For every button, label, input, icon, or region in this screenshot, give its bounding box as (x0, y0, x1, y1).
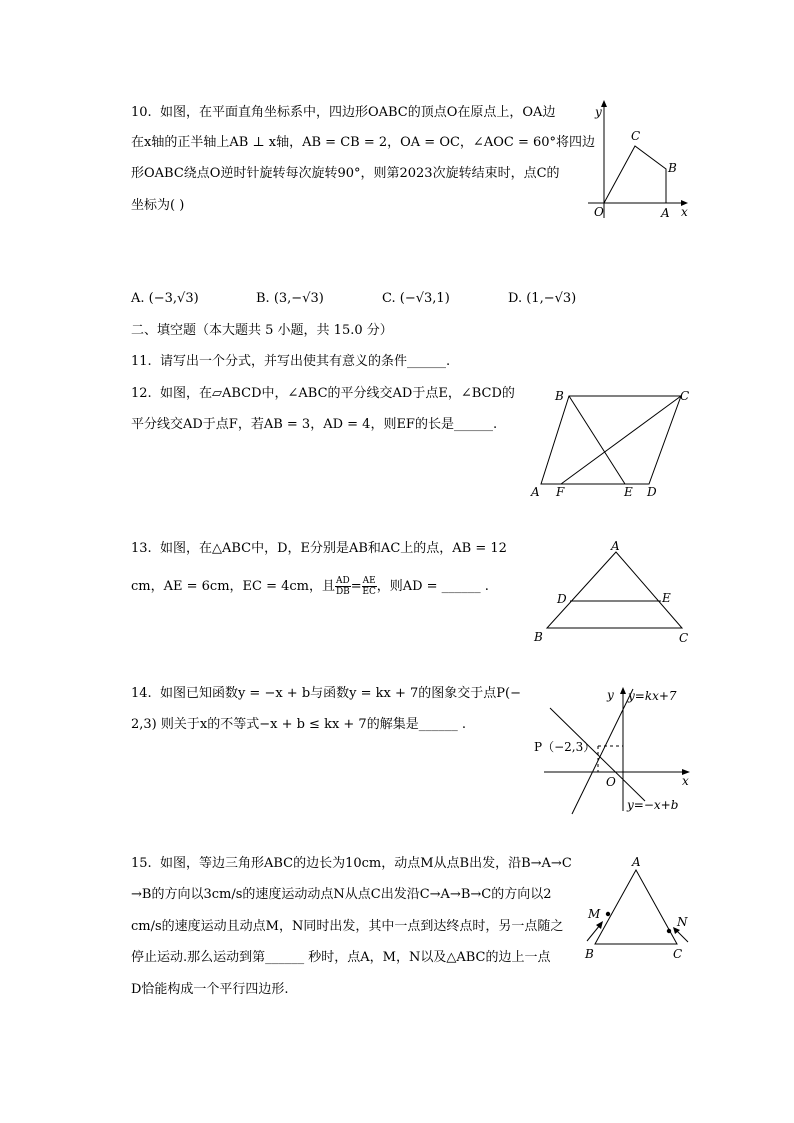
q15-line2: →B的方向以3cm/s的速度运动动点N从点C出发沿C→A→B→C的方向以2 (131, 887, 552, 902)
q10-label-y: y (595, 105, 602, 119)
q10-line2: 在x轴的正半轴上AB ⊥ x轴，AB = CB = 2，OA = OC，∠AOC = 60°将四边 (131, 135, 596, 150)
q14-number: 14. (131, 686, 152, 701)
q10-figure (584, 100, 694, 225)
q13-fraction-ae-ec: $\frac{AE}{EC}$ (362, 576, 376, 597)
q11-number: 11. (131, 354, 152, 369)
q14-figure (530, 683, 700, 818)
q10-option-c: C. (−√3,1) (382, 291, 450, 306)
q10-number: 10. (131, 105, 152, 120)
q12-label-c: C (680, 389, 690, 403)
q12-label-b: B (555, 389, 564, 403)
q12-figure (527, 383, 697, 503)
q12-label-d: D (647, 485, 657, 499)
q15-number: 15. (131, 856, 152, 871)
q10-line4: 坐标为( ) (131, 198, 185, 213)
q14-label-p: P（−2,3） (534, 740, 596, 754)
q14-label-y: y (607, 688, 614, 702)
q12-label-f: F (556, 485, 565, 499)
q14-label-x: x (682, 774, 689, 788)
q15-line4: 停止运动.那么运动到第______ 秒时，点A，M，N以及△ABC的边上一点 (131, 950, 551, 965)
q13-line1: 13. 如图，在△ABC中，D，E分别是AB和AC上的点，AB = 12 (131, 541, 507, 556)
q10-option-a: A. (−3,√3) (131, 291, 199, 306)
q14-line2: 2,3) 则关于x的不等式−x + b ≤ kx + 7的解集是______ . (131, 717, 466, 732)
q10-label-x: x (681, 205, 688, 219)
q13-label-e: E (662, 591, 671, 605)
q13-label-a: A (611, 539, 620, 553)
q13-label-c: C (679, 631, 689, 645)
q10-label-o: O (594, 205, 604, 219)
q14-line1: 14. 如图已知函数y = −x + b与函数y = kx + 7的图象交于点P(− (131, 686, 522, 701)
q15-label-n: N (677, 915, 688, 929)
q14-label-line1: y=kx+7 (628, 689, 677, 703)
q13-label-b: B (534, 630, 543, 644)
section-heading: 二、填空题（本大题共 5 小题，共 15.0 分） (131, 323, 393, 338)
q10-label-b: B (668, 161, 677, 175)
q10-label-a: A (661, 206, 670, 220)
q10-label-c: C (631, 129, 641, 143)
q13-figure (530, 538, 700, 650)
q12-line2: 平分线交AD于点F，若AB = 3，AD = 4，则EF的长是______. (131, 417, 498, 432)
q15-line5: D恰能构成一个平行四边形. (131, 982, 289, 997)
q12-label-e: E (624, 485, 633, 499)
q10-option-d: D. (1,−√3) (508, 291, 577, 306)
q13-fraction-ad-db: $\frac{AD}{DB}$ (335, 576, 350, 597)
q15-label-c: C (673, 947, 683, 961)
q10-line3: 形OABC绕点O逆时针旋转每次旋转90°，则第2023次旋转结束时，点C的 (131, 166, 560, 181)
q15-line1: 15. 如图，等边三角形ABC的边长为10cm，动点M从点B出发，沿B→A→C (131, 856, 572, 871)
q12-label-a: A (531, 485, 540, 499)
q12-line1: 12. 如图，在▱ABCD中，∠ABC的平分线交AD于点E，∠BCD的 (131, 386, 515, 401)
q13-number: 13. (131, 541, 152, 556)
q10-option-b: B. (3,−√3) (256, 291, 324, 306)
q13-label-d: D (557, 592, 567, 606)
q10-line1: 10. 如图，在平面直角坐标系中，四边形OABC的顶点O在原点上，OA边 (131, 105, 556, 120)
q15-figure (580, 853, 695, 965)
q15-label-m: M (588, 907, 601, 921)
q14-label-o: O (606, 775, 616, 789)
q12-number: 12. (131, 386, 152, 401)
q11-line: 11. 请写出一个分式，并写出使其有意义的条件______. (131, 354, 451, 369)
q14-label-line2: y=−x+b (627, 798, 679, 812)
q15-line3: cm/s的速度运动且动点M，N同时出发，其中一点到达终点时，另一点随之 (131, 919, 564, 934)
q15-label-b: B (585, 947, 594, 961)
q13-line2: cm，AE = 6cm，EC = 4cm，且 $\frac{AD}{DB}$ = $\frac{AE}{EC}$ ，则AD = ______ . (131, 576, 489, 597)
q15-label-a: A (632, 855, 641, 869)
